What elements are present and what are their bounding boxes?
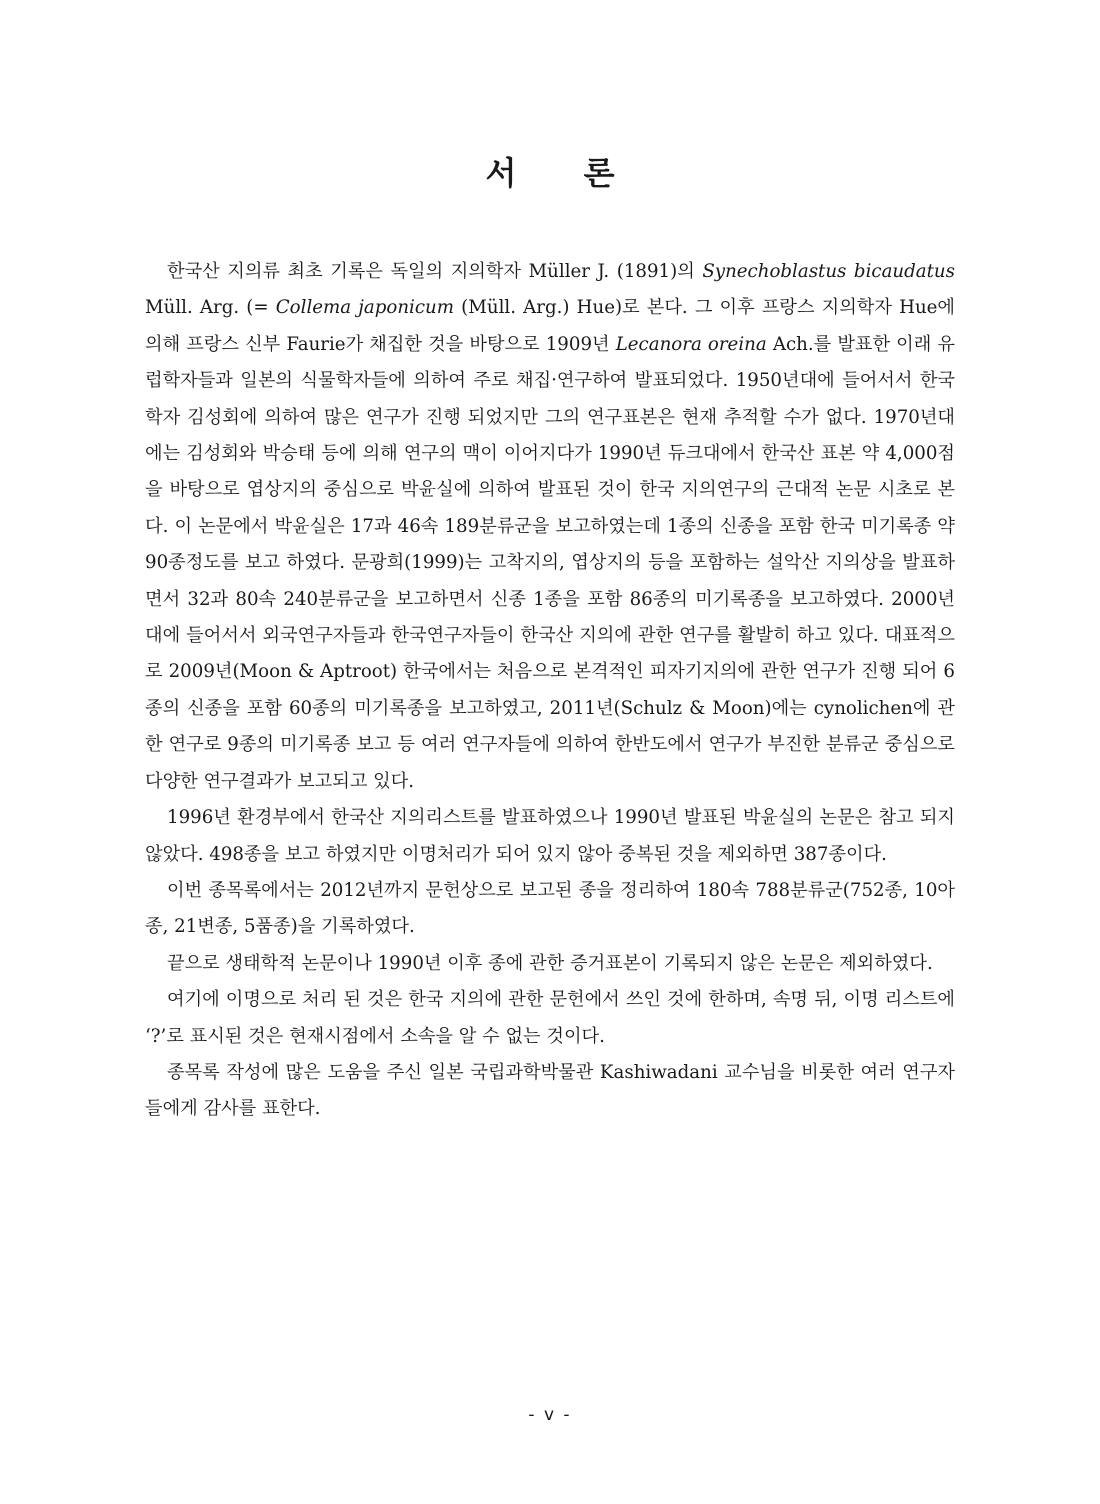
paragraph	[145, 946, 955, 982]
italic-text-run: Synechoblastus bicaudatus	[702, 261, 955, 282]
text-run: 1996년 환경부에서 한국산 지의리스트를 발표하였으나 1990년 발표된 박윤실의 논문은 참고 되지 않았다. 498종을 보고 하였지만 이명처리가 되어 있지 않아 중복된 것을 제외하면 387종이다.	[145, 807, 955, 865]
text-run: 한국산 지의류 최초 기록은 독일의 지의학자 Müller J. (1891)의	[167, 261, 703, 282]
document-body	[145, 254, 955, 1128]
paragraph	[145, 800, 955, 873]
text-run: 이번 종목록에서는 2012년까지 문헌상으로 보고된 종을 정리하여 180속 788분류군(752종, 10아종, 21변종, 5품종)을 기록하였다.	[145, 879, 955, 938]
paragraph	[145, 873, 955, 946]
paragraph	[145, 1055, 955, 1128]
italic-text-run: Collema japonicum	[275, 297, 455, 319]
text-run: 종목록 작성에 많은 도움을 주신 일본 국립과학박물관 Kashiwadani 교수님을 비롯한 여러 연구자들에게 감사를 표한다.	[145, 1061, 955, 1120]
text-run: 끝으로 생태학적 논문이나 1990년 이후 종에 관한 증거표본이 기록되지 않은 논문은 제외하였다.	[167, 952, 933, 974]
page-title: 서 론	[485, 154, 643, 192]
text-run: 여기에 이명으로 처리 된 것은 한국 지의에 관한 문헌에서 쓰인 것에 한하며, 속명 뒤, 이명 리스트에 ‘?’로 표시된 것은 현재시점에서 소속을 알 수 없는 것이다.	[145, 989, 955, 1047]
text-run: Müll. Arg. (=	[145, 297, 276, 319]
text-run: (Müll. Arg.) Hue)로 본다. 그 이후 프랑스 지의학자 Hue에 의해 프랑스 신부 Faurie가 채집한 것을 바탕으로 1909년	[145, 297, 955, 355]
italic-text-run: Lecanora oreina	[615, 333, 767, 355]
paragraph	[145, 254, 955, 800]
text-run: Ach.를 발표한 이래 유럽학자들과 일본의 식물학자들에 의하여 주로 채집·연구하여 발표되었다. 1950년대에 들어서서 한국학자 김성회에 의하여 많은 연구가 진행 되었지만 그의 연구표본은 현재 추적할 수가 없다. 1970년대에는 김성회와 박승태 등에 의해 연구의 맥이 이어지다가 1990년 듀크대에서 한국산 표본 약 4,000점을 바탕으로 엽상지의 중심으로 박윤실에 의하여 발표된 것이 한국 지의연구의 근대적 논문 시초로 본다. 이 논문에서 박윤실은 17과 46속 189분류군을 보고하였는데 1종의 신종을 포함 한국 미기록종 약 90종정도를 보고 하였다. 문광희(1999)는 고착지의, 엽상지의 등을 포함하는 설악산 지의상을 발표하면서 32과 80속 240분류군을 보고하면서 신종 1종을 포함 86종의 미기록종을 보고하였다. 2000년대에 들어서서 외국연구자들과 한국연구자들이 한국산 지의에 관한 연구를 활발히 하고 있다. 대표적으로 2009년(Moon & Aptroot) 한국에서는 처음으로 본격적인 피자기지의에 관한 연구가 진행 되어 6종의 신종을 포함 60종의 미기록종을 보고하였고, 2011년(Schulz & Moon)에는 cynolichen에 관한 연구로 9종의 미기록종 보고 등 여러 연구자들에 의하여 한반도에서 연구가 부진한 분류군 중심으로 다양한 연구결과가 보고되고 있다.	[145, 333, 955, 792]
page-number: - v -	[528, 1405, 572, 1425]
paragraph	[145, 982, 955, 1055]
